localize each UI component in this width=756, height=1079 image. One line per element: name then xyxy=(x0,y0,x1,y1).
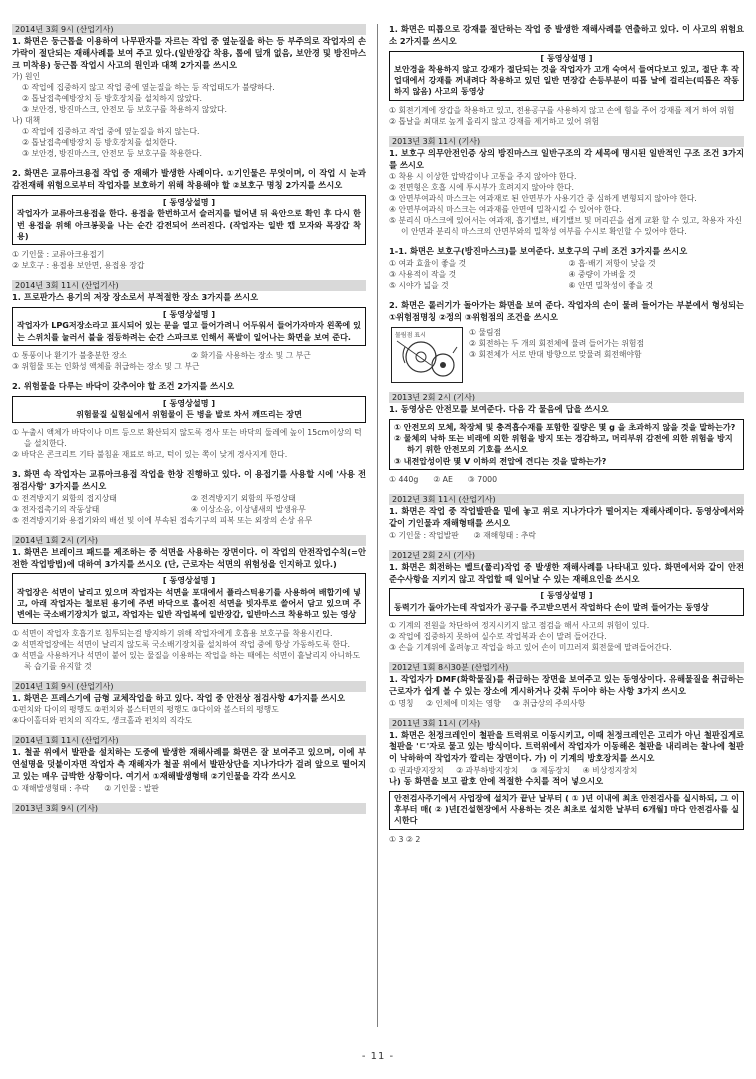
question-block xyxy=(389,392,744,485)
box-title: [ 동영상설명 ] xyxy=(162,308,216,319)
answer-item: ② AE xyxy=(433,475,453,485)
question-block xyxy=(12,280,366,372)
answer-item: ① 착용 시 이상한 압박감이나 고통을 주지 않아야 한다. xyxy=(389,172,577,182)
exam-header: 2014년 1회 11시 (산업기사) xyxy=(12,735,366,746)
answer-item: ① 여과 효율이 좋을 것 xyxy=(389,259,467,269)
answer-item: ① 440g xyxy=(389,475,419,485)
question-block xyxy=(389,300,744,383)
question-block xyxy=(389,494,744,541)
answer-item: ① 기인물 : 교류아크용접기 xyxy=(12,250,105,260)
answer xyxy=(12,783,366,794)
answer-item: ⑥ 안면 밀착성이 좋을 것 xyxy=(568,281,654,291)
question-block xyxy=(389,550,744,653)
answer-item: ① 권과방지장치 xyxy=(389,765,444,775)
exam-header: 2013년 2회 2시 (기사) xyxy=(389,392,744,403)
answer-item: ③ 석면을 사용하거나 석면이 붙어 있는 물질을 이용하는 작업을 하는 때에는 석면이 흩날리지 아니하도록 습기를 유지할 것 xyxy=(12,650,361,671)
answer-item: ② 인체에 미치는 영향 xyxy=(425,698,501,708)
answer-item: ① 회전기계에 장갑을 착용하고 있고, 전용공구를 사용하지 않고 손에 힘을 주어 강재를 제거 하여 위험 xyxy=(389,105,735,115)
box-body: 작업자가 교류아크용접을 한다. 용접을 한번하고서 슬러지를 털어낸 뒤 육안으로 확인 후 다시 한번 용접을 위해 아크봉꽂을 나는 순간 감전되어 쓰러진다. (작업자는 일반 캡 모자와 목장갑 착용) xyxy=(17,208,361,241)
question-text: 1. 철골 위에서 발판을 설치하는 도중에 발생한 재해사례를 화면은 잘 보여주고 있으며, 이에 부연설명을 덧붙이자면 작업자 측 재해자가 철골 위에서 발판상단을 지나가다가 걸려 앞으로 떨어지고 있는 매우 급박한 상황이다. 여기서 ①재해발생형태 ②기인물을 각각 쓰시오 xyxy=(12,747,366,782)
box-body: 보안경을 착용하지 않고 강재가 절단되는 것을 작업자가 고개 숙여서 들여다보고 있고, 절단 후 작업대에서 강재를 꺼내려다 착용하고 있던 일반 면장갑 손등부분이 띠톱 날에 걸리는(띠톱은 작동하지 않음) 사고의 동영상 xyxy=(394,63,739,97)
subquestion: ③ 내전압성이란 몇 V 이하의 전압에 견디는 것을 말하는가? xyxy=(394,455,607,466)
answer xyxy=(12,704,366,726)
answer-item: ① 작업에 집중하지 않고 작업 중에 옆눈질을 하는 등 작업태도가 불량하다. xyxy=(22,83,275,93)
answer-item: ② 전면형은 호흡 시에 투시부가 흐려지지 않아야 한다. xyxy=(389,183,574,193)
question-block xyxy=(389,718,744,845)
answer-item: ② 흡·배기 저항이 낮을 것 xyxy=(568,259,656,269)
question-block xyxy=(389,24,744,127)
answer-item: ④ 이상소음, 이상냄새의 발생유무 xyxy=(191,504,306,514)
video-description-box xyxy=(12,396,366,424)
answer-item: ③ 보안경, 방진마스크, 안전모 등 보호구를 착용하지 않았다. xyxy=(22,105,228,115)
figure-label: 물림점 표시 xyxy=(395,331,426,339)
answer xyxy=(389,698,744,709)
exam-header: 2014년 3회 11시 (산업기사) xyxy=(12,280,366,291)
question-block xyxy=(12,24,366,159)
answer xyxy=(12,493,366,526)
answer-item: ① 전격방지기 외함의 접지상태 xyxy=(12,493,117,503)
answer-item: ⑤ 전격방지기와 용접기와의 배선 및 이에 부속된 접속기구의 피복 또는 외장의 손상 유무 xyxy=(12,515,313,525)
box-body: 동력기가 돌아가는데 작업자가 공구를 주고받으면서 작업하다 손이 말려 들어가는 동영상 xyxy=(394,601,709,612)
answer-item: ① 명칭 xyxy=(389,698,414,708)
answer xyxy=(389,765,744,776)
answer xyxy=(12,71,366,159)
right-column xyxy=(389,24,744,1027)
answer-item: ② 전격방지기 외함의 뚜껑상태 xyxy=(191,493,296,503)
answer-item: ② 톱날을 최대로 높게 올리지 않고 강재를 제거하고 있어 위험 xyxy=(389,116,600,126)
answer-item: ① 기계의 전원을 차단하여 정지시키지 않고 점검을 해서 사고의 위험이 있다. xyxy=(389,620,650,630)
exam-header: 2013년 3회 9시 (기사) xyxy=(12,803,366,814)
box-body: 안전검사주기에서 사업장에 설치가 끝난 날부터 ( ① )년 이내에 최초 안전검사를 실시하되, 그 이후부터 매( ② )년[건설현장에서 사용하는 것은 최초로 설치한 날부터 6개월] 마다 안전검사를 실시한다 xyxy=(394,792,739,826)
exam-header: 2012년 2회 2시 (기사) xyxy=(389,550,744,561)
question-block xyxy=(12,381,366,460)
question-text: 2. 위험물을 다루는 바닥이 갖추어야 할 조건 2가지를 쓰시오 xyxy=(12,380,235,391)
answer-item: ③ 사용적이 작을 것 xyxy=(389,270,457,280)
question-block xyxy=(12,168,366,271)
answer xyxy=(12,427,366,460)
exam-header: 2013년 3회 11시 (기사) xyxy=(389,136,744,147)
answer-item: ③ 전자접촉기의 작동상태 xyxy=(12,504,100,514)
answer-item: ② 화기를 사용하는 장소 및 그 부근 xyxy=(191,350,311,360)
video-description-box xyxy=(389,51,744,101)
box-body: 작업자가 LPG저장소라고 표시되어 있는 문을 열고 들어가려니 어두워서 들어가자마자 왼쪽에 있는 스위치를 눌러서 불을 점등하려는 순간 스파크로 인해서 폭발이 일어나는 화면을 보여 준다. xyxy=(17,320,361,342)
answer xyxy=(12,628,366,672)
question-text: 1. 화면은 천정크레인이 철판을 트럭위로 이동시키고, 이때 천정크레인은 고리가 아닌 철판집게로 철판을 'ㄷ'자로 물고 있는 방식이다. 트럭위에서 작업자가 이동해온 철판을 내리려는 찰나에 철판이 낙하하여 작업자가 깔리는 장면이다. 가) 이 기계의 방호장치를 쓰시오 xyxy=(389,729,744,764)
question-text: 1-1. 화면은 보호구(방진마스크)를 보여준다. 보호구의 구비 조건 3가지를 쓰시오 xyxy=(389,246,688,257)
answer-item: ② 톱날접촉예방장치 등 방호장치를 설치하지 않았다. xyxy=(22,94,203,104)
answer xyxy=(12,249,366,271)
answer-item: ③ 손을 기계위에 올려놓고 작업을 하고 있어 손이 미끄러져 회전물에 말려들어간다. xyxy=(389,642,672,652)
video-description-box xyxy=(389,588,744,616)
left-column xyxy=(12,24,366,1027)
question-block xyxy=(12,803,366,814)
answer xyxy=(389,474,744,485)
answer-item: ③ 취급상의 주의사항 xyxy=(513,698,586,708)
subquestion: ① 안전모의 모체, 착장체 및 충격흡수재를 포함한 질량은 몇 g 을 초과하지 않을 것을 말하는가? xyxy=(394,421,736,432)
exam-header: 2014년 1회 9시 (산업기사) xyxy=(12,681,366,692)
video-description-box xyxy=(12,307,366,346)
answer-item: ①펀치와 다이의 평행도 ②펀치와 볼스터면의 평행도 ③다이와 볼스터의 평행도 xyxy=(12,705,279,715)
question-text: 나) 동 화면을 보고 괄호 안에 적절한 수치를 적어 넣으시오 xyxy=(389,775,604,786)
question-block xyxy=(12,469,366,526)
subquestion-box xyxy=(389,419,744,471)
answer-item: ④다이홀더와 펀치의 직각도, 생크홀과 펀치의 직각도 xyxy=(12,716,193,726)
question-text: 1. 화면은 프레스기에 금형 교체작업을 하고 있다. 작업 중 안전상 점검사항 4가지를 쓰시오 xyxy=(12,692,346,703)
exam-header: 2012년 3회 11시 (산업기사) xyxy=(389,494,744,505)
answer-item: ① 3 ② 2 xyxy=(389,834,421,844)
answer-item: ③ 안면부여과식 마스크는 여과재로 된 안면부가 사용기간 중 심하게 변형되지 않아야 한다. xyxy=(389,194,697,204)
answer xyxy=(389,171,744,237)
question-text: 2. 화면은 교류아크용접 작업 중 재해가 발생한 사례이다. ①기인물은 무엇이며, 이 작업 시 눈과 감전재해 위험으로부터 작업자를 보호하기 위해 착용해야 할 ②보호구 명칭 2가지를 쓰시오 xyxy=(12,168,366,191)
video-description-box xyxy=(12,573,366,623)
answer-label: 가) 원인 xyxy=(12,72,41,82)
answer-item: ② 톱날접촉예방장치 등 방호장치를 설치한다. xyxy=(22,138,177,148)
answer-item: ④ 비상정지장치 xyxy=(582,765,638,775)
answer-item: ② 보호구 : 용접용 보안면, 용접용 장갑 xyxy=(12,261,145,271)
page-number: - 11 - xyxy=(361,1051,395,1062)
answer-item: ② 기인물 : 발판 xyxy=(104,783,159,793)
answer-item: ① 재해발생형태 : 추락 xyxy=(12,783,90,793)
video-description-box xyxy=(12,195,366,245)
question-text: 2. 화면은 롤러기가 돌아가는 화면을 보여 준다. 작업자의 손이 물려 들어가는 부분에서 형성되는 ①위험점명칭 ②정의 ③위험점의 조건을 쓰시오 xyxy=(389,300,744,322)
box-body: 작업장은 석면이 날리고 있으며 작업자는 석면을 포대에서 플라스틱용기를 사용하여 배합기에 넣고, 아래 작업자는 철로된 용기에 주변 바닥으로 흘어진 석면을 빗자루로 쓸어서 담고 있으며 주변에는 국소배기장치가 없고, 작업자는 일반 작업복에 일반장갑, 일반마스크 착용하고 있는 영상 xyxy=(17,586,361,620)
answer-item: ⑤ 분리식 마스크에 있어서는 여과재, 흡기밸브, 배기밸브 및 머리끈을 쉽게 교환 할 수 있고, 착용자 자신이 안면과 분리식 마스크의 안면부와의 밀착성 여부를 수시로 확인할 수 있어야 한다. xyxy=(389,216,742,237)
answer-item: ③ 위험물 또는 인화성 액체를 취급하는 장소 및 그 부근 xyxy=(12,361,200,371)
answer-item: ① 통풍이나 환기가 불충분한 장소 xyxy=(12,350,127,360)
question-block xyxy=(12,681,366,727)
answer-item: ② 회전하는 두 개의 회전체에 물려 들어가는 위험점 xyxy=(469,338,644,348)
exam-header: 2014년 3회 9시 (산업기사) xyxy=(12,24,366,35)
question-text: 1. 보호구 의무안전인증 상의 방진마스크 일반구조의 각 세목에 명시된 일반적인 구조 조건 3가지를 쓰시오 xyxy=(389,147,744,170)
question-block xyxy=(389,246,744,291)
answer-item: ② 과부하방지장치 xyxy=(456,765,519,775)
question-text: 3. 화면 속 작업자는 교류아크용접 작업을 한창 진행하고 있다. 이 용접기를 사용할 시에 '사용 전 점검사항' 3가지를 쓰시오 xyxy=(12,469,366,492)
answer xyxy=(389,620,744,653)
answer-item: ③ 7000 xyxy=(467,475,498,485)
answer-item: ② 바닥은 콘크리트 기타 불침윤 재료로 하고, 턱이 있는 쪽이 낮게 경사지게 한다. xyxy=(12,450,288,460)
answer-item: ③ 제동장치 xyxy=(530,765,571,775)
question-block xyxy=(389,662,744,709)
answer-item: ① 누출시 액체가 바닥이나 미트 등으로 확산되지 않도록 경사 또는 바닥의 둘레에 높이 15cm이상의 턱을 설치한다. xyxy=(12,428,362,449)
answer xyxy=(389,530,744,541)
question-text: 1. 동영상은 안전모를 보여준다. 다음 각 물음에 답을 쓰시오 xyxy=(389,403,609,414)
exam-header: 2012년 1회 8시30분 (산업기사) xyxy=(389,662,744,673)
answer-item: ① 작업에 집중하고 작업 중에 옆눈질을 하지 않는다. xyxy=(22,127,200,137)
answer xyxy=(389,105,744,127)
question-text: 1. 프로판가스 용기의 저장 장소로서 부적절한 장소 3가지를 쓰시오 xyxy=(12,292,259,303)
box-title: [ 동영상설명 ] xyxy=(162,575,216,586)
answer-item: ① 물림점 xyxy=(469,327,502,337)
answer-item: ③ 회전체가 서로 반대 방향으로 맞물려 회전해야함 xyxy=(469,349,642,359)
answer-item: ⑤ 시야가 넓을 것 xyxy=(389,281,449,291)
question-text: 1. 화면은 브레이크 패드를 제조하는 중 석면을 사용하는 장면이다. 이 작업의 안전작업수칙(=안전한 작업방법)에 대하여 3가지를 쓰시오 (단, 근로자는 석면의 위험성을 인지하고 있다.) xyxy=(12,546,366,569)
box-body: 위험물질 실험실에서 위험물이 든 병을 발로 차서 깨뜨리는 장면 xyxy=(76,408,302,419)
answer-item: ① 석면이 작업자 호흡기로 침투되는걸 방지하기 위해 작업자에게 호흡용 보호구를 착용시킨다. xyxy=(12,628,333,638)
column-divider xyxy=(377,24,378,1027)
exam-header: 2014년 1회 2시 (기사) xyxy=(12,535,366,546)
answer xyxy=(12,350,366,372)
answer-item: ① 기인물 : 작업발판 xyxy=(389,530,459,540)
question-block xyxy=(12,735,366,793)
answer-item: ② 작업에 집중하지 못하여 실수로 작업복과 손이 말려 들어간다. xyxy=(389,631,607,641)
fill-in-box xyxy=(389,791,744,830)
answer-item: ③ 보안경, 방진마스크, 안전모 등 보호구를 착용한다. xyxy=(22,149,202,159)
box-title: [ 동영상설명 ] xyxy=(540,52,593,63)
exam-header: 2011년 3회 11시 (기사) xyxy=(389,718,744,729)
question-text: 1. 화면은 회전하는 벨트(풀리)작업 중 발생한 재해사례를 나타내고 있다. 화면에서와 같이 안전준수사항을 지키지 않고 작업할 때 일어날 수 있는 재해요인을 쓰시오 xyxy=(389,561,744,584)
answer-item: ④ 중량이 가벼울 것 xyxy=(568,270,636,280)
question-text: 1. 작업자가 DMF(화학물질)를 취급하는 장면을 보여주고 있는 동영상이다. 유해물질을 취급하는 근로자가 쉽게 볼 수 있는 장소에 게시하거나 갖춰 두어야 하는 사항 3가지 쓰시오 xyxy=(389,673,744,696)
question-text: 1. 화면은 작업 중 작업발판을 밑에 놓고 위로 지나가다가 떨어지는 재해사례이다. 동영상에서와 같이 기인물과 재해형태를 쓰시오 xyxy=(389,506,744,528)
box-title: [ 동영상설명 ] xyxy=(540,590,593,601)
box-title: [ 동영상설명 ] xyxy=(162,196,216,207)
answer-item: ② 재해형태 : 추락 xyxy=(473,530,536,540)
question-block xyxy=(12,535,366,672)
box-title: [ 동영상설명 ] xyxy=(162,397,216,408)
question-text: 1. 화면은 띠톱으로 강재를 절단하는 작업 중 발생한 재해사례를 연출하고 있다. 이 사고의 위험요소 2가지를 쓰시오 xyxy=(389,24,744,46)
question-text: 1. 화면은 둥근톱을 이용하여 나무판자를 자르는 작업 중 옆눈질을 하는 등 부주의로 작업자의 손가락이 절단되는 재해사례를 보여 주고 있다.(일반장갑 착용, 톱에 덮개 없음, 보안경 및 방진마스크 미착용) 둥근톱 작업시 사고의 원인과 대책 2가지를 쓰시오 xyxy=(12,36,366,70)
roller-nip-point-figure xyxy=(391,327,463,383)
subquestion: ② 물체의 낙하 또는 비래에 의한 위험을 방지 또는 경감하고, 머리부위 감전에 의한 위험을 방지하기 위한 안전모의 기호를 쓰시오 xyxy=(394,432,733,455)
answer-label: 나) 대책 xyxy=(12,116,41,126)
answer xyxy=(389,258,744,291)
answer xyxy=(469,327,744,360)
question-block xyxy=(389,136,744,238)
answer-item: ② 석면작업장에는 석면이 날리지 않도록 국소배기장치를 설치하여 작업 중에 항상 가동하도록 한다. xyxy=(12,639,350,649)
answer-item: ④ 안면부여과식 마스크는 여과재를 안면에 밀착시킬 수 있어야 한다. xyxy=(389,205,622,215)
